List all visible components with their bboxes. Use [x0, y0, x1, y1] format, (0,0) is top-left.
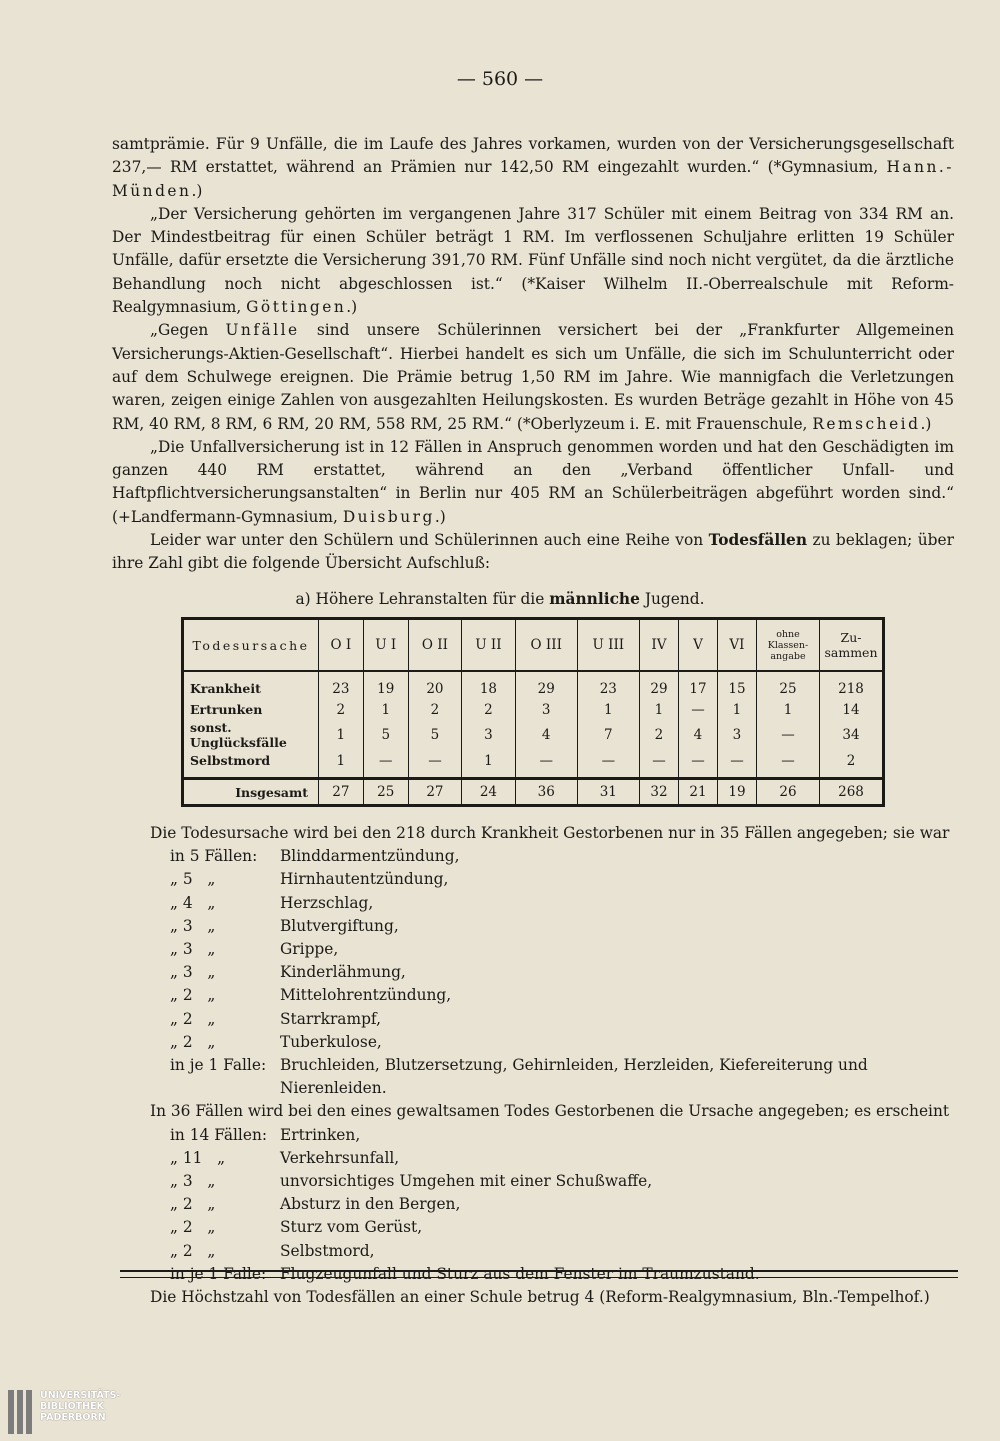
paragraph-2: „Der Versicherung gehörten im vergangenen Jahre 317 Schüler mit einem Beitrag von 334 RM an. Der Mindestbeitrag für einen Schüler beträgt 1 RM. Im verflossenen Schuljahre erlitten 19 Schüler Unfälle, dafür ersetzte die Versicherung 391,70 RM. Fünf Unfälle sind noch nicht vergütet, da die ärztliche Behandlung noch nicht abgeschlossen ist.“ (*Kaiser Wilhelm II.-Oberrealschule mit Reform-Realgymnasium, Göttingen.) [112, 204, 954, 317]
table-row [183, 750, 884, 779]
header-col: V [678, 619, 717, 672]
table-cell: 2 [408, 699, 461, 720]
causes-section [150, 822, 962, 1309]
cause-text: Flugzeugunfall und Sturz aus dem Fenster im Traumzustand. [280, 1264, 760, 1283]
header-cause: Todesursache [183, 619, 319, 672]
cause-text: Tuberkulose, [280, 1032, 382, 1051]
violent-intro: In 36 Fällen wird bei den eines gewaltsamen Todes Gestorbenen die Ursache angegeben; es erscheint [150, 1102, 950, 1121]
cause-text: Ertrinken, [280, 1125, 361, 1144]
table-cell: 2 [319, 699, 364, 720]
header-col: IV [639, 619, 678, 672]
table-row [183, 671, 884, 699]
row-label: sonst. Unglücksfälle [190, 720, 287, 750]
table-cell: 1 [319, 750, 364, 779]
cause-count: in 14 Fällen: [170, 1125, 268, 1144]
table-cell: 5 [363, 720, 408, 750]
cause-text: Hirnhautentzündung, [280, 870, 449, 889]
cause-count: „ 3 „ [170, 963, 216, 982]
causes-intro: Die Todesursache wird bei den 218 durch Krankheit Gestorbenen nur in 35 Fällen angegeben; sie war [150, 824, 950, 842]
table-cell: 1 [757, 699, 820, 720]
total-cell: 32 [639, 779, 678, 806]
cause-count: „ 5 „ [170, 870, 216, 889]
logo-line-2: BIBLIOTHEK [40, 1401, 104, 1412]
header-col: O III [515, 619, 577, 672]
cause-row [150, 984, 962, 1007]
table-cell: — [757, 750, 820, 779]
table-cell: 4 [678, 720, 717, 750]
table-cell: 19 [363, 671, 408, 699]
table-cell: 2 [462, 699, 516, 720]
body-text [112, 133, 954, 576]
table-cell: 1 [363, 699, 408, 720]
total-cell: 25 [363, 779, 408, 806]
page-number: — 560 — [456, 68, 544, 90]
table-cell: — [717, 750, 756, 779]
cause-text: Selbstmord, [280, 1241, 375, 1260]
header-total: Zu-sammen [820, 619, 884, 672]
table-cell: — [639, 750, 678, 779]
cause-count: „ 2 „ [170, 1195, 216, 1214]
table-cell: 2 [820, 750, 884, 779]
cause-row-last [150, 1054, 962, 1100]
cause-row [150, 1170, 962, 1193]
cause-count: „ 3 „ [170, 916, 216, 935]
cause-count: „ 2 „ [170, 1032, 216, 1051]
cause-row [150, 1124, 962, 1147]
cause-text: unvorsichtiges Umgehen mit einer Schußwaffe, [280, 1172, 653, 1191]
cause-row [150, 1147, 962, 1170]
header-col: U I [363, 619, 408, 672]
logo-line-1: UNIVERSITÄTS- [40, 1390, 121, 1401]
cause-count: in je 1 Falle: [170, 1056, 267, 1075]
table-cell: 1 [319, 720, 364, 750]
table-cell: — [408, 750, 461, 779]
table-cell: 2 [639, 720, 678, 750]
cause-text: Bruchleiden, Blutzersetzung, Gehirnleiden, Herzleiden, Kiefereiterung und Nierenleiden. [280, 1056, 868, 1098]
table-row [183, 720, 884, 750]
cause-text: Herzschlag, [280, 893, 374, 912]
table-cell: — [577, 750, 639, 779]
table-cell: 17 [678, 671, 717, 699]
total-cell: 24 [462, 779, 516, 806]
cause-count: „ 2 „ [170, 1218, 216, 1237]
table-cell: 29 [515, 671, 577, 699]
table-cell: 23 [319, 671, 364, 699]
total-cell: 21 [678, 779, 717, 806]
paragraph-1: samtprämie. Für 9 Unfälle, die im Laufe des Jahres vorkamen, wurden von der Versicherungsgesellschaft 237,— RM erstattet, während an Prämien nur 142,50 RM eingezahlt wurden.“ (*Gymnasium, Hann.-Münden.) [112, 135, 954, 200]
row-label: Krankheit [190, 681, 261, 696]
table-cell: 1 [577, 699, 639, 720]
library-logo-icon [8, 1390, 32, 1434]
table-caption: a) Höhere Lehranstalten für die männliche Jugend. [295, 590, 705, 608]
table-cell: — [757, 720, 820, 750]
table-cell: 18 [462, 671, 516, 699]
cause-count: „ 3 „ [170, 1172, 216, 1191]
table-cell: 14 [820, 699, 884, 720]
cause-row [150, 1031, 962, 1054]
cause-row [150, 892, 962, 915]
total-label: Insgesamt [183, 779, 319, 806]
table-cell: 29 [639, 671, 678, 699]
total-cell: 26 [757, 779, 820, 806]
cause-text: Grippe, [280, 940, 339, 959]
cause-text: Starrkrampf, [280, 1009, 381, 1028]
cause-count: „ 2 „ [170, 986, 216, 1005]
cause-text: Absturz in den Bergen, [280, 1195, 461, 1214]
cause-row [150, 915, 962, 938]
cause-row [150, 1008, 962, 1031]
header-col: VI [717, 619, 756, 672]
row-label: Ertrunken [190, 702, 263, 717]
footer-rule-thin [120, 1277, 958, 1278]
table-cell: 4 [515, 720, 577, 750]
total-cell: 27 [319, 779, 364, 806]
table-cell: 7 [577, 720, 639, 750]
total-cell: 31 [577, 779, 639, 806]
cause-row [150, 1193, 962, 1216]
table-cell: 3 [515, 699, 577, 720]
table-cell: — [678, 699, 717, 720]
library-logo [0, 1388, 160, 1441]
cause-row [150, 1240, 962, 1263]
table-cell: 5 [408, 720, 461, 750]
cause-text: Sturz vom Gerüst, [280, 1218, 423, 1237]
total-cell: 27 [408, 779, 461, 806]
total-cell: 36 [515, 779, 577, 806]
table-cell: 1 [717, 699, 756, 720]
table-cell: 218 [820, 671, 884, 699]
table-cell: 1 [462, 750, 516, 779]
logo-line-3: PADERBORN [40, 1412, 106, 1423]
cause-row [150, 868, 962, 891]
header-col: U III [577, 619, 639, 672]
total-cell: 19 [717, 779, 756, 806]
cause-text: Kinderlähmung, [280, 963, 406, 982]
header-col: O I [319, 619, 364, 672]
table-cell: 23 [577, 671, 639, 699]
header-col: O II [408, 619, 461, 672]
table-cell: 25 [757, 671, 820, 699]
total-cell: 268 [820, 779, 884, 806]
closing-line: Die Höchstzahl von Todesfällen an einer Schule betrug 4 (Reform-Realgymnasium, Bln.-Tempelhof.) [150, 1288, 930, 1307]
table-cell: — [515, 750, 577, 779]
cause-row [150, 938, 962, 961]
cause-count: in je 1 Falle: [170, 1264, 267, 1283]
row-label: Selbstmord [190, 753, 271, 768]
paragraph-4: „Die Unfallversicherung ist in 12 Fällen in Anspruch genommen worden und hat den Geschädigten im ganzen 440 RM erstattet, während an den „Verband öffentlicher Unfall- und Haftpflichtversicherungsanstalten“ in Berlin nur 405 RM an Schülerbeiträgen abgeführt worden sind.“ (+Landfermann-Gymnasium, Duisburg.) [112, 437, 954, 526]
deaths-table [181, 617, 885, 807]
table-cell: 3 [462, 720, 516, 750]
cause-text: Blinddarmentzündung, [280, 847, 460, 866]
total-row [183, 779, 884, 806]
table-cell: 1 [639, 699, 678, 720]
footer-rule [120, 1270, 958, 1272]
table-cell: — [678, 750, 717, 779]
cause-text: Mittelohrentzündung, [280, 986, 452, 1005]
header-ohne: ohne Klassen-angabe [757, 619, 820, 672]
table-cell: 15 [717, 671, 756, 699]
cause-text: Verkehrsunfall, [280, 1148, 400, 1167]
paragraph-3: „Gegen Unfälle sind unsere Schülerinnen versichert bei der „Frankfurter Allgemeinen Versicherungs-Aktien-Gesellschaft“. Hierbei handelt es sich um Unfälle, die sich im Schulunterricht oder auf dem Schulwege ereignen. Die Prämie betrug 1,50 RM im Jahre. Wie mannigfach die Verletzungen waren, zeigen einige Zahlen von ausgezahlten Heilungskosten. Es wurden Beträge gezahlt in Höhe von 45 RM, 40 RM, 8 RM, 6 RM, 20 RM, 558 RM, 25 RM.“ (*Oberlyzeum i. E. mit Frauenschule, Remscheid.) [112, 321, 954, 433]
cause-count: „ 4 „ [170, 893, 216, 912]
paragraph-5: Leider war unter den Schülern und Schülerinnen auch eine Reihe von Todesfällen zu beklagen; über ihre Zahl gibt die folgende Übersicht Aufschluß: [112, 531, 954, 573]
table-cell: 34 [820, 720, 884, 750]
table-cell: — [363, 750, 408, 779]
cause-count: „ 11 „ [170, 1148, 226, 1167]
table-cell: 3 [717, 720, 756, 750]
cause-text: Blutvergiftung, [280, 916, 399, 935]
cause-row-last [150, 1263, 962, 1286]
cause-count: „ 3 „ [170, 940, 216, 959]
cause-row [150, 845, 962, 868]
cause-count: in 5 Fällen: [170, 847, 258, 866]
cause-count: „ 2 „ [170, 1241, 216, 1260]
table-header-row [183, 619, 884, 672]
cause-count: „ 2 „ [170, 1009, 216, 1028]
header-col: U II [462, 619, 516, 672]
table-row [183, 699, 884, 720]
table-cell: 20 [408, 671, 461, 699]
cause-row [150, 961, 962, 984]
cause-row [150, 1216, 962, 1239]
